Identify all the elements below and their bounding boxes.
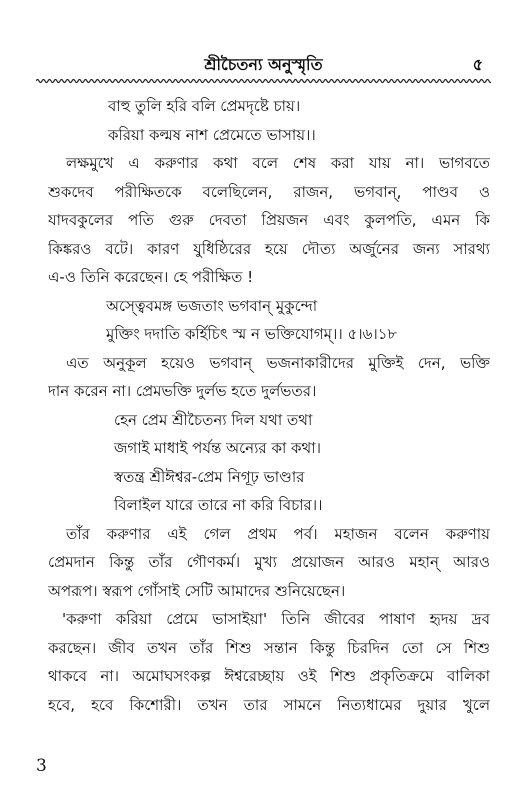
paragraph-line: করছেন। জীব তখন তাঁর শিশু সন্তান কিন্তু চিরদিন তো সে শিশু — [48, 638, 490, 657]
paragraph-line: প্রেমদান কিন্তু তাঁর গৌণকর্ম। মুখ্য প্রয়োজন আরও মহান্ আরও — [48, 553, 490, 571]
verse-line: বিলাইল যারে তারে না করি বিচার।। — [114, 496, 323, 514]
paragraph-line: এ-ও তিনি করেছেন। হে পরীক্ষিত ! — [48, 268, 254, 286]
paragraph-line: যাদবকুলের পতি গুরু দেবতা প্রিয়জন এবং কুলপতি, এমন কি — [48, 211, 490, 229]
paragraph-line: শুকদেব পরীক্ষিতকে বলেছিলেন, রাজন, ভগবান্, পাণ্ডব ও — [48, 182, 490, 201]
paragraph-line: থাকবে না। অমোঘসংকল্প ঈশ্বরেচ্ছায় ওই শিশু প্রকৃতিক্রমে বালিকা — [48, 667, 490, 685]
page-number: ৫ — [472, 55, 483, 74]
verse-line: করিয়া কল্মষ নাশ প্রেমেতে ভাসায়।। — [108, 125, 316, 144]
running-header — [36, 54, 491, 84]
running-title: শ্রীচৈতন্য অনুস্মৃতি — [204, 55, 323, 74]
folio-number: 3 — [36, 756, 47, 776]
verse-line: জগাই মাধাই পর্যন্ত অন্যের কা কথা। — [114, 439, 321, 457]
paragraph-line: কিঙ্করও বটে। কারণ যুধিষ্ঠিরের হয়ে দৌত্য অর্জুনের জন্য সারথ্য — [48, 239, 490, 258]
paragraph-line: তাঁর করুণার এই গেল প্রথম পর্ব। মহাজন বলেন করুণায় — [66, 524, 490, 543]
wavy-header-rule — [36, 78, 491, 84]
paragraph-line: হবে, হবে কিশোরী। তখন তার সামনে নিত্যধামের দুয়ার খুলে — [48, 695, 490, 714]
paragraph-line: এত অনুকূল হয়েও ভগবান্ ভজনাকারীদের মুক্তিই দেন, ভক্তি — [66, 353, 490, 372]
paragraph-line: লক্ষমুখে এ করুণার কথা বলে শেষ করা যায় না। ভাগবতে — [66, 154, 490, 172]
sanskrit-verse-line: অস্ত্বেবমঙ্গ ভজতাং ভগবান্ মুকুন্দো — [106, 296, 318, 315]
sanskrit-verse-line: মুক্তিং দদাতি কর্হিচিৎ স্ম ন ভক্তিযোগম্।। ৫।৬।১৮ — [106, 325, 398, 343]
paragraph-line: 'করুণা করিয়া প্রেমে ভাসাইয়া' তিনি জীবের পাষাণ হৃদয় দ্রব — [62, 610, 490, 628]
verse-line: হেন প্রেম শ্রীচৈতন্য দিল যথা তথা — [114, 410, 313, 429]
paragraph-line: অপরূপ। স্বরূপ গোঁসাই সেটি আমাদের শুনিয়েছেন। — [48, 581, 346, 600]
verse-line: স্বতন্ত্র শ্রীঈশ্বর-প্রেম নিগূঢ় ভাণ্ডার — [114, 467, 305, 486]
page-body — [48, 92, 490, 719]
paragraph-line: দান করেন না। প্রেমভক্তি দুর্লভ হতে দুর্লভতর। — [48, 382, 317, 400]
verse-line: বাহু তুলি হরি বলি প্রেমদৃষ্টে চায়। — [108, 97, 301, 115]
